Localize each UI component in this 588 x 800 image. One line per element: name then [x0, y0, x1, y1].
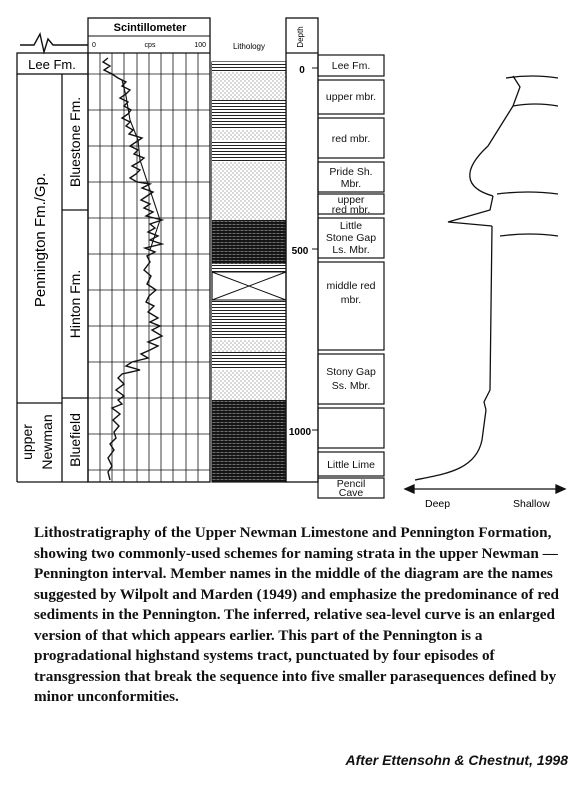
member-pride-1: Pride Sh.: [329, 166, 373, 178]
bluefield-label: Bluefield: [67, 413, 83, 467]
member-middle-red-2: mbr.: [340, 294, 362, 306]
member-upper-red-2: red mbr.: [331, 204, 371, 216]
member-little-lime: Little Lime: [327, 459, 375, 471]
member-column: [318, 55, 384, 498]
member-little-stone-3: Ls. Mbr.: [332, 244, 370, 256]
member-stony-1: Stony Gap: [326, 366, 376, 378]
depth-tick-500: 500: [291, 246, 309, 257]
member-red: red mbr.: [331, 133, 371, 145]
member-pencil-1: Pencil: [336, 478, 366, 490]
upper-newman-label-1: upper: [19, 424, 35, 460]
lee-fm-label: Lee Fm.: [28, 57, 76, 72]
member-upper-red-1: upper: [337, 194, 365, 206]
upper-newman-label-2: Newman: [39, 414, 55, 470]
hinton-label: Hinton Fm.: [67, 269, 83, 339]
bluestone-label: Bluestone Fm.: [67, 96, 83, 188]
member-upper: upper mbr.: [325, 91, 377, 103]
scint-scale-max: 100: [194, 42, 206, 49]
sea-level-curve: [415, 76, 558, 480]
scint-scale-unit: cps: [144, 42, 156, 49]
member-middle-red-1: middle red: [326, 280, 376, 292]
depth-tick-1000: 1000: [288, 427, 312, 438]
scint-scale-min: 0: [92, 42, 96, 49]
credit: After Ettensohn & Chestnut, 1998: [345, 752, 568, 768]
depth-title: Depth: [296, 26, 305, 48]
caption: Lithostratigraphy of the Upper Newman Limestone and Pennington Formation, showing two commonly-used schemes for naming strata in the upper Newman — Pennington interval. Member names in the middle of the diagram are the names suggested by Wilpolt and Marden (1949) and emphasize the predominance of red sediments in the Pennington. The inferred, relative sea-level curve is an enlarged version of that which appears earlier. This part of the Pennington is a progradational highstand systems tract, punctuated by four episodes of transgression that break the sequence into five smaller parasequences defined by minor unconformities.: [34, 524, 559, 705]
scintillometer-title: Scintillometer: [113, 22, 187, 34]
deep-label: Deep: [425, 498, 451, 510]
member-lee: Lee Fm.: [331, 60, 371, 72]
pennington-label: Pennington Fm./Gp.: [32, 172, 49, 308]
member-stony-2: Ss. Mbr.: [331, 380, 371, 392]
lithology-label: Lithology: [232, 42, 266, 51]
shallow-label: Shallow: [513, 498, 550, 510]
member-little-stone-2: Stone Gap: [325, 232, 377, 244]
lithology-column: [212, 62, 286, 482]
member-little-stone-1: Little: [339, 220, 363, 232]
member-pride-2: Mbr.: [340, 178, 362, 190]
scintillometer-track: [88, 18, 210, 482]
sea-level-axis: [405, 485, 565, 493]
member-pencil-2: Cave: [338, 487, 364, 499]
depth-tick-0: 0: [299, 65, 305, 76]
